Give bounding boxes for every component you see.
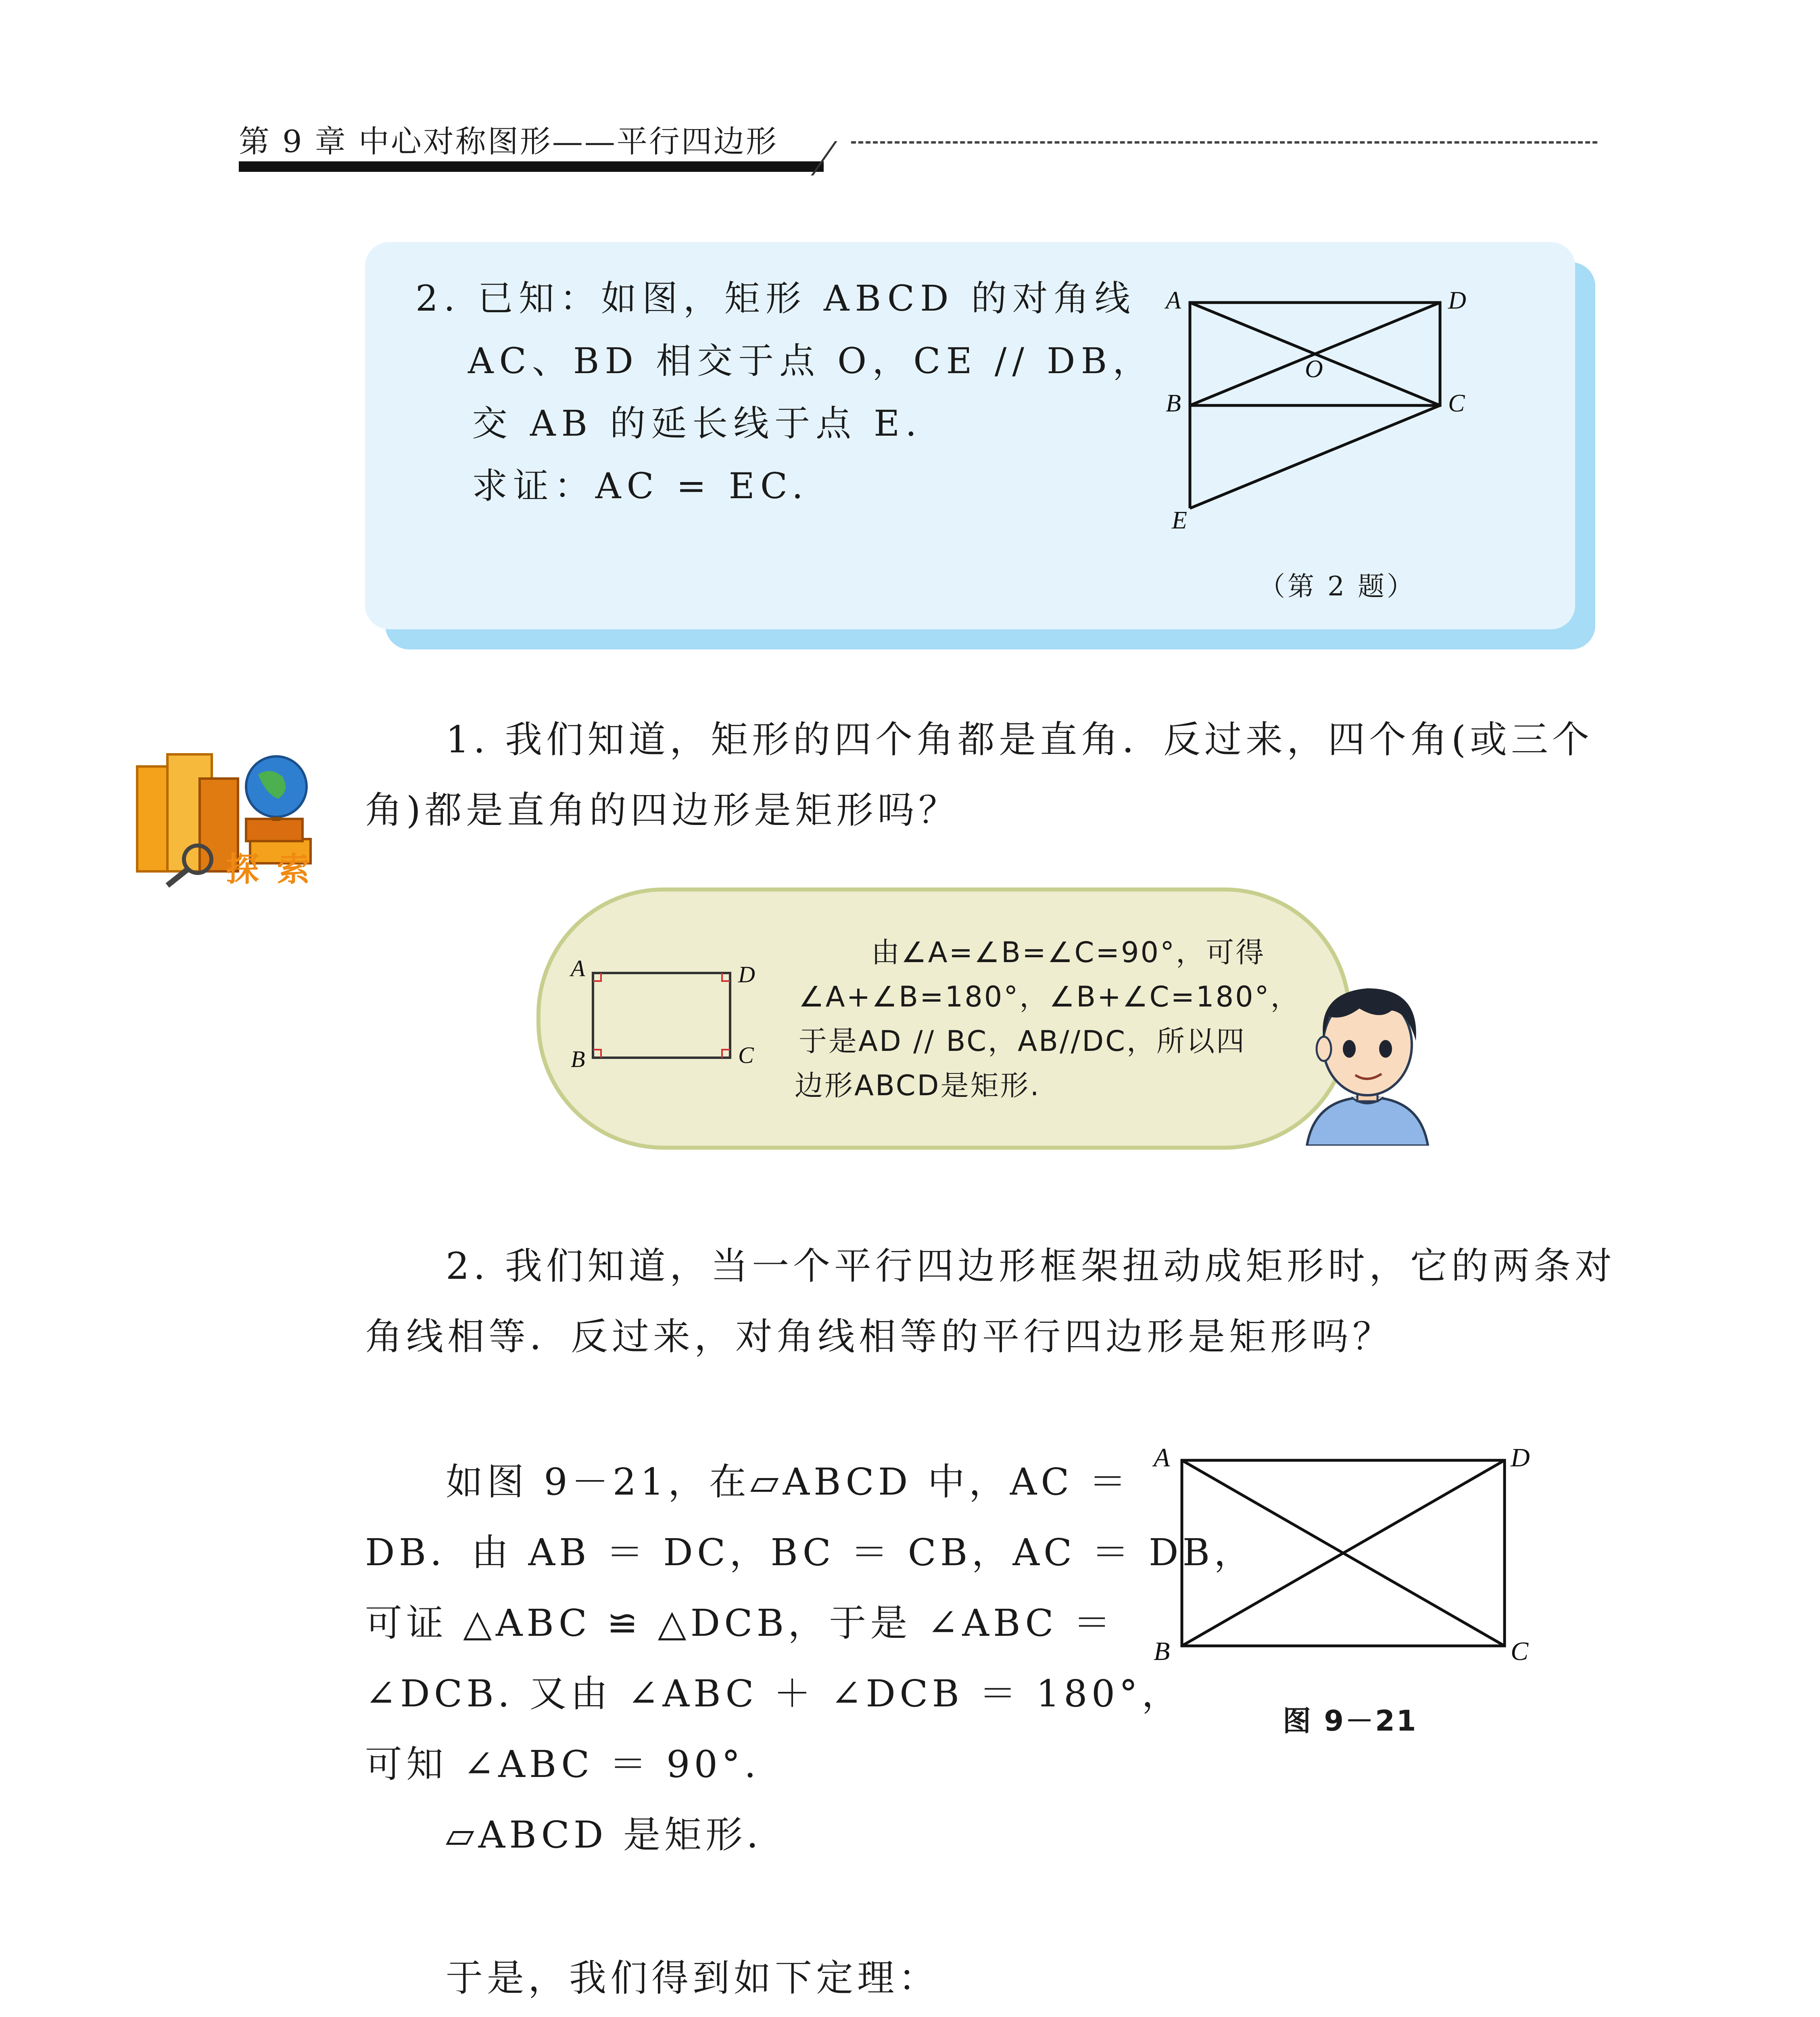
explore-label: 探 索 bbox=[226, 850, 313, 889]
fig921-label-b: B bbox=[1154, 1637, 1170, 1666]
header-slash bbox=[811, 141, 837, 175]
proof-line-5: 可知 ∠ABC ＝ 90°. bbox=[365, 1743, 760, 1786]
label-o: O bbox=[1305, 355, 1323, 383]
label-d: D bbox=[1448, 287, 1466, 314]
bubble-rectangle-figure bbox=[561, 948, 770, 1081]
bubble-label-c: C bbox=[738, 1042, 754, 1068]
boy-character-illustration bbox=[1299, 968, 1436, 1146]
fig921-label-c: C bbox=[1511, 1637, 1529, 1666]
proof-line-4: ∠DCB. 又由 ∠ABC ＋ ∠DCB ＝ 180°， bbox=[365, 1672, 1183, 1715]
explore-q1-line-1: 1. 我们知道，矩形的四个角都是直角．反过来，四个角(或三个 bbox=[446, 718, 1593, 761]
proof-line-6: ▱ABCD 是矩形． bbox=[446, 1813, 788, 1856]
proof-line-2: DB．由 AB ＝ DC，BC ＝ CB，AC ＝ DB， bbox=[365, 1531, 1255, 1574]
exercise-figure-caption: （第 2 题） bbox=[1259, 571, 1416, 602]
label-c: C bbox=[1448, 390, 1465, 417]
bubble-line-2: ∠A+∠B=180°，∠B+∠C=180°， bbox=[799, 980, 1300, 1013]
bubble-line-3: 于是AD // BC，AB//DC，所以四 bbox=[799, 1025, 1246, 1058]
bubble-line-1: 由∠A=∠B=∠C=90°，可得 bbox=[871, 936, 1266, 969]
fig921-label-a: A bbox=[1154, 1443, 1170, 1472]
bubble-line-4: 边形ABCD是矩形. bbox=[795, 1069, 1041, 1102]
label-e: E bbox=[1172, 507, 1187, 534]
exercise-line-4: 求证：AC = EC. bbox=[472, 465, 809, 507]
label-b: B bbox=[1166, 390, 1181, 417]
explore-q1-line-2: 角)都是直角的四边形是矩形吗？ bbox=[365, 789, 960, 832]
segment-ce bbox=[1190, 405, 1440, 508]
exercise-line-2: AC、BD 相交于点 O，CE // DB， bbox=[468, 340, 1154, 382]
fig921-label-d: D bbox=[1511, 1443, 1530, 1472]
bubble-label-b: B bbox=[571, 1046, 585, 1072]
header-underline bbox=[239, 161, 824, 172]
bubble-label-a: A bbox=[571, 955, 585, 981]
exercise-line-1: 2. 已知：如图，矩形 ABCD 的对角线 bbox=[415, 278, 1136, 319]
explore-q2-line-1: 2. 我们知道，当一个平行四边形框架扭动成矩形时，它的两条对 bbox=[446, 1244, 1616, 1288]
proof-line-1: 如图 9－21，在▱ABCD 中，AC ＝ bbox=[446, 1460, 1130, 1503]
label-a: A bbox=[1166, 287, 1181, 314]
chapter-header-title: 第 9 章 中心对称图形——平行四边形 bbox=[239, 123, 778, 159]
figure-9-21 bbox=[1146, 1440, 1557, 1674]
conclusion-intro: 于是，我们得到如下定理： bbox=[446, 1956, 940, 2000]
proof-line-3: 可证 △ABC ≌ △DCB，于是 ∠ABC ＝ bbox=[365, 1601, 1115, 1645]
explore-q2-line-2: 角线相等．反过来，对角线相等的平行四边形是矩形吗？ bbox=[365, 1315, 1394, 1358]
exercise-figure bbox=[1154, 282, 1484, 549]
bubble-label-d: D bbox=[738, 961, 755, 988]
figure-9-21-caption: 图 9－21 bbox=[1283, 1704, 1418, 1737]
header-dashed-rule bbox=[851, 141, 1597, 144]
exercise-line-3: 交 AB 的延长线于点 E. bbox=[472, 403, 923, 444]
